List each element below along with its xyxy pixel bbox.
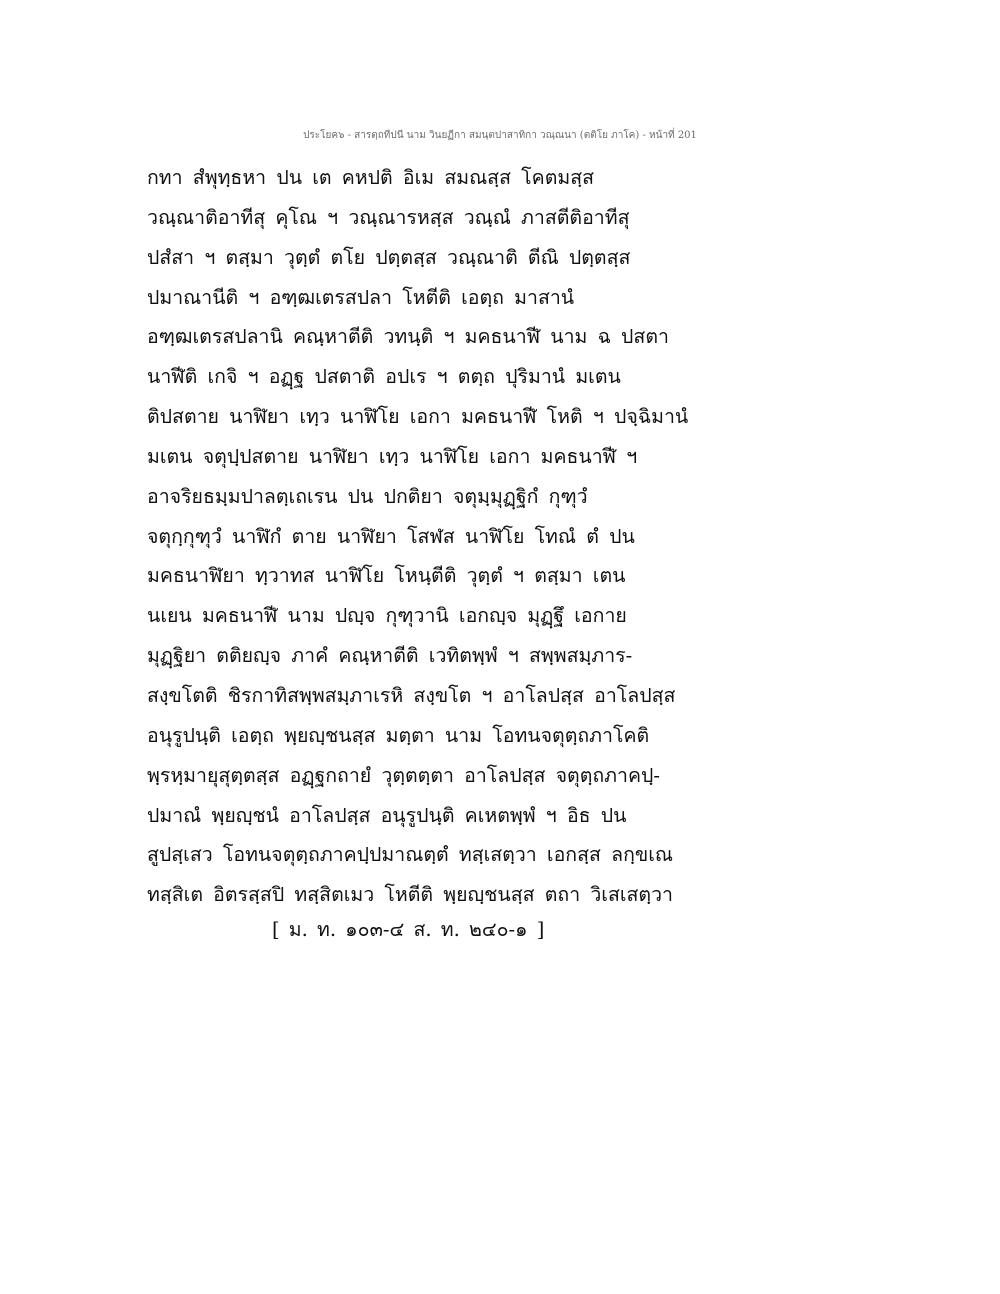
text-line-19: ทสฺสิเต อิตรสฺสปิ ทสฺสิตเมว โหตีติ พฺยญฺชนสฺส ตถา วิเสเสตฺวา xyxy=(147,883,673,907)
text-line-2: วณฺณาติอาทีสุ คุโณ ฯ วณฺณารหสฺส วณฺณํ ภาสตีติอาทีสุ xyxy=(147,205,630,229)
text-line-18: สูปสฺเสว โอทนจตุตฺถภาคปฺปมาณตฺตํ ทสฺเสตฺวา เอกสฺส ลกฺขเณ xyxy=(147,843,673,867)
text-line-15: อนุรูปนฺติ เอตฺถ พฺยญฺชนสฺส มตฺตา นาม โอทนจตุตฺถภาโคติ xyxy=(147,723,650,747)
text-line-10: จตุกฺกุฑุวํ นาฬิกํ ตาย นาฬิยา โสฬส นาฬิโย โทณํ ตํ ปน xyxy=(147,524,635,548)
page-header: ประโยค๖ - สารตฺถทีปนี นาม วินยฏีกา สมนฺตปาสาทิกา วณฺณนา (ตติโย ภาโค) - หน้าที่ 201 xyxy=(303,130,697,141)
text-line-13: มุฏฺฐิยา ตติยญฺจ ภาคํ คณฺหาตีติ เวทิตพฺพํ ฯ สพฺพสมฺภาร- xyxy=(147,644,633,668)
text-line-11: มคธนาฬิยา ทฺวาทส นาฬิโย โหนฺตีติ วุตฺตํ ฯ ตสฺมา เตน xyxy=(147,564,626,588)
text-line-12: นเยน มคธนาฬี นาม ปญฺจ กุฑุวานิ เอกญฺจ มุฏฺฐึ เอกาย xyxy=(147,604,627,628)
text-line-7: ติปสตาย นาฬิยา เทฺว นาฬิโย เอกา มคธนาฬี โหติ ฯ ปจฺฉิมานํ xyxy=(147,405,689,429)
text-line-8: มเตน จตุปฺปสตาย นาฬิยา เทฺว นาฬิโย เอกา มคธนาฬี ฯ xyxy=(147,444,638,468)
text-line-17: ปมาณํ พฺยญฺชนํ อาโลปสฺส อนุรูปนฺติ คเหตพฺพํ ฯ อิธ ปน xyxy=(147,803,627,827)
text-line-16: พฺรหฺมายุสุตฺตสฺส อฏฺฐกถายํ วุตฺตตฺตา อาโลปสฺส จตุตฺถภาคปฺ- xyxy=(147,763,660,787)
text-line-6: นาฬีติ เกจิ ฯ อฏฺฐ ปสตาติ อปเร ฯ ตตฺถ ปุริมานํ มเตน xyxy=(147,365,621,389)
text-line-3: ปสํสา ฯ ตสฺมา วุตฺตํ ตโย ปตฺตสฺส วณฺณาติ ตีณิ ปตฺตสฺส xyxy=(147,245,631,269)
body-text xyxy=(147,158,867,915)
citation-reference: [ ม. ท. ๑๐๓-๔ ส. ท. ๒๔๐-๑ ] xyxy=(272,918,545,941)
text-line-4: ปมาณานีติ ฯ อฑฺฒเตรสปลา โหตีติ เอตฺถ มาสานํ xyxy=(147,285,575,309)
text-line-14: สงฺขโตติ ชิรกาทิสพฺพสมฺภาเรหิ สงฺขโต ฯ อาโลปสฺส อาโลปสฺส xyxy=(147,683,676,707)
text-line-1: กทา สํพุทฺธหา ปน เต คหปติ อิเม สมณสฺส โคตมสฺส xyxy=(147,166,595,189)
text-line-5: อฑฺฒเตรสปลานิ คณฺหาตีติ วทนฺติ ฯ มคธนาฬี นาม ฉ ปสตา xyxy=(147,325,669,349)
text-line-9: อาจริยธมฺมปาลตฺเถเรน ปน ปกติยา จตุมฺมุฏฺฐิกํ กุฑุวํ xyxy=(147,484,588,508)
